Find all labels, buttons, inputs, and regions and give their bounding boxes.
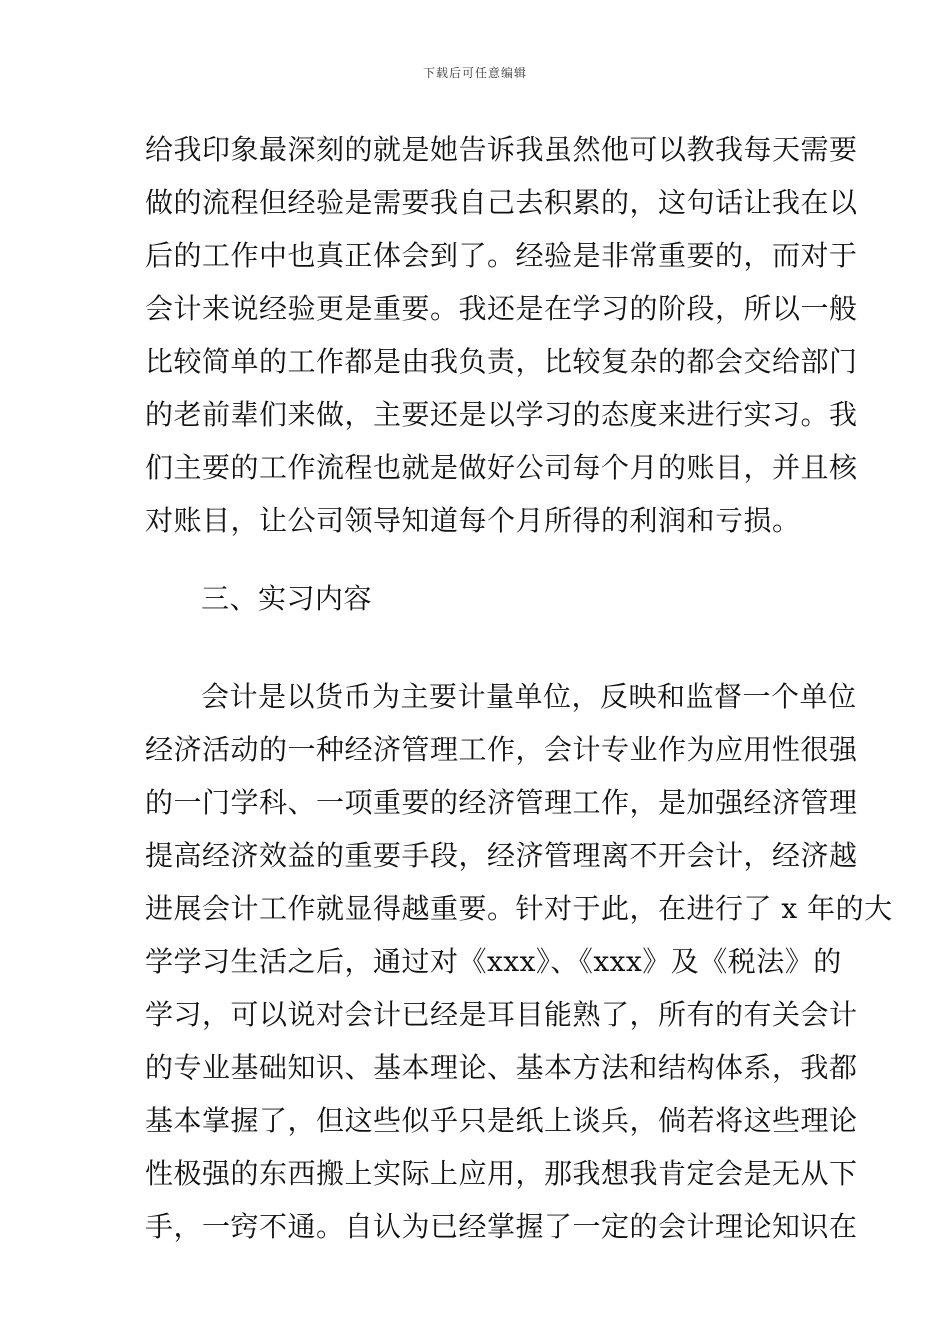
text-line: 学习，可以说对会计已经是耳目能熟了，所有的有关会计 xyxy=(145,998,858,1031)
page-header: 下载后可任意编辑 xyxy=(422,66,527,80)
text-line: 会计来说经验更是重要。我还是在学习的阶段，所以一般 xyxy=(145,292,858,325)
text-line: 的一门学科、一项重要的经济管理工作，是加强经济管理 xyxy=(145,786,858,819)
text-line: 学学习生活之后，通过对《xxx》、《xxx》及《税法》的 xyxy=(145,945,842,978)
paragraph-1 xyxy=(145,123,858,547)
text-line: 后的工作中也真正体会到了。经验是非常重要的，而对于 xyxy=(145,239,858,272)
text-line: 的专业基础知识、基本理论、基本方法和结构体系，我都 xyxy=(145,1051,858,1084)
text-line: 提高经济效益的重要手段，经济管理离不开会计，经济越 xyxy=(145,839,858,872)
text-line: 性极强的东西搬上实际上应用，那我想我肯定会是无从下 xyxy=(145,1157,858,1190)
text-line: 基本掌握了，但这些似乎只是纸上谈兵，倘若将这些理论 xyxy=(145,1104,858,1137)
text-line: 进展会计工作就显得越重要。针对于此，在进行了 x 年的大 xyxy=(145,892,893,925)
text-line: 的老前辈们来做，主要还是以学习的态度来进行实习。我 xyxy=(145,398,858,431)
text-line: 给我印象最深刻的就是她告诉我虽然他可以教我每天需要 xyxy=(145,133,858,166)
text-line: 会计是以货币为主要计量单位，反映和监督一个单位 xyxy=(201,680,857,713)
paragraph-2 xyxy=(145,670,893,1253)
text-line: 对账目，让公司领导知道每个月所得的利润和亏损。 xyxy=(145,504,801,537)
text-line: 经济活动的一种经济管理工作，会计专业作为应用性很强 xyxy=(145,733,858,766)
section-heading: 三、实习内容 xyxy=(201,582,373,615)
text-line: 做的流程但经验是需要我自己去积累的，这句话让我在以 xyxy=(145,186,858,219)
section-heading-block xyxy=(145,572,810,625)
text-line: 手，一窍不通。自认为已经掌握了一定的会计理论知识在 xyxy=(145,1210,858,1243)
text-line: 比较简单的工作都是由我负责，比较复杂的都会交给部门 xyxy=(145,345,858,378)
text-line: 们主要的工作流程也就是做好公司每个月的账目，并且核 xyxy=(145,451,858,484)
